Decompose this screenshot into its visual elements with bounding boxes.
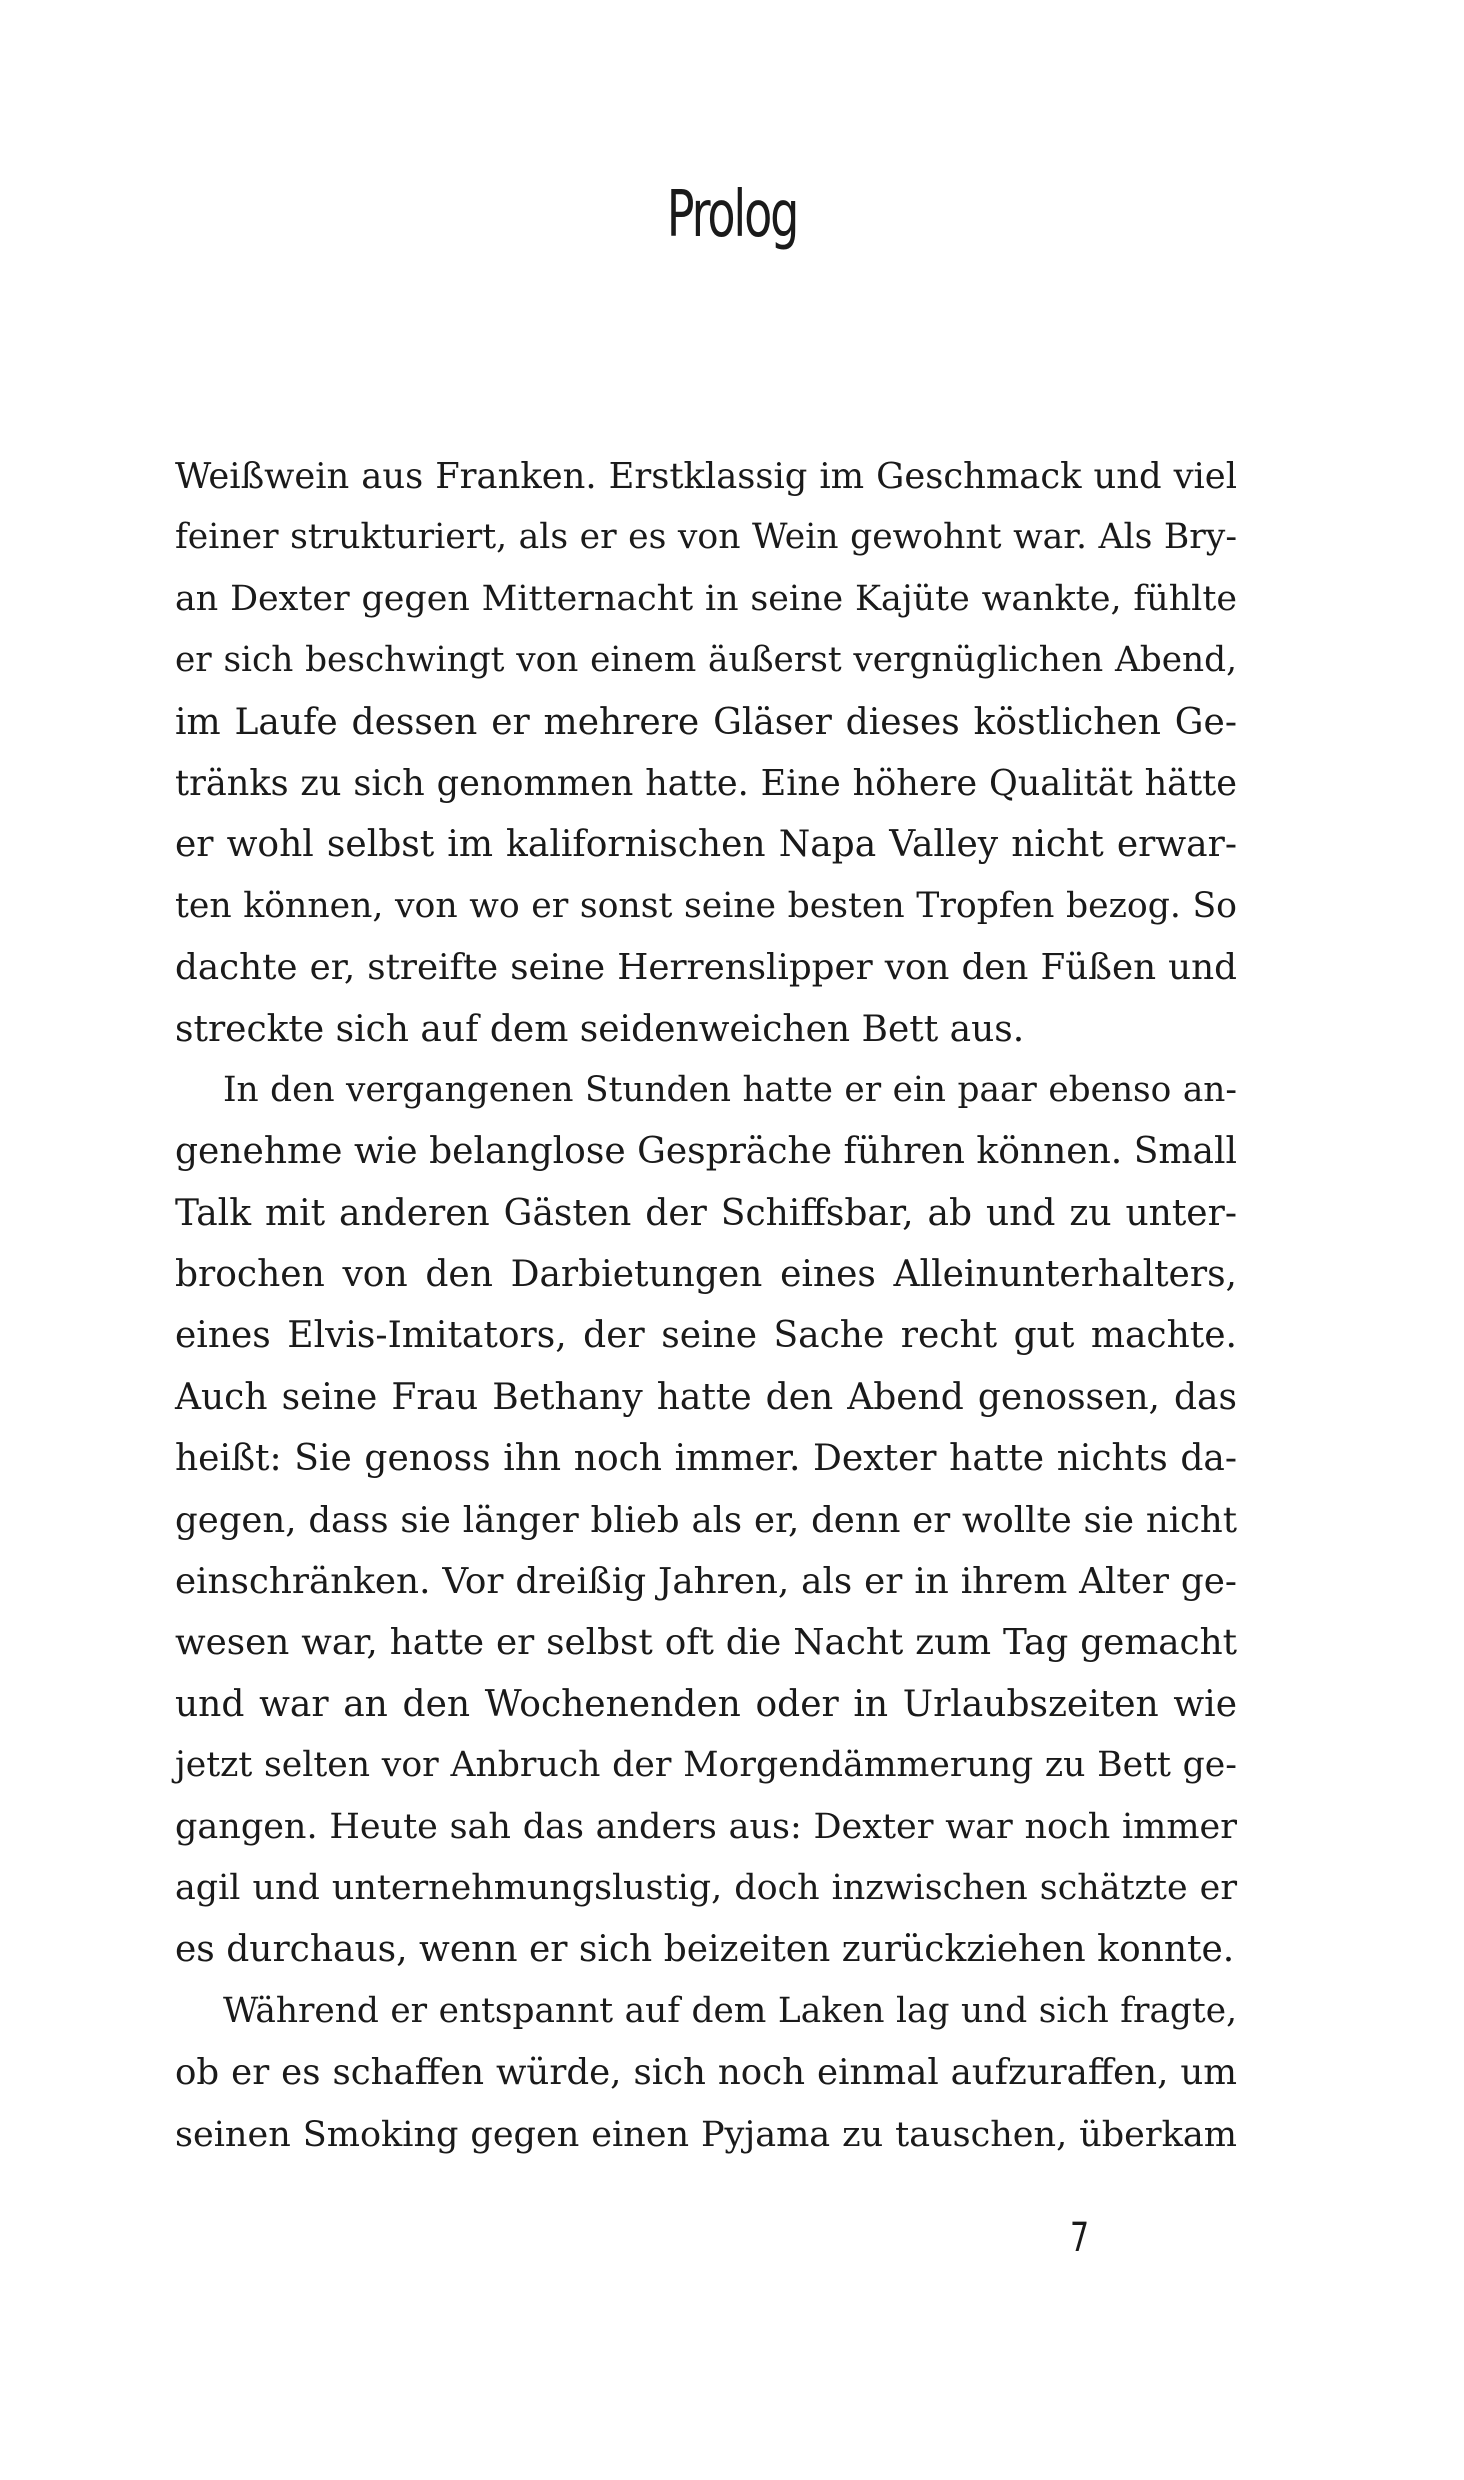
text-line: dachte er, streifte seine Herrenslipper von den Füßen und <box>175 947 1237 989</box>
text-line: jetzt selten vor Anbruch der Morgendämmerung zu Bett ge- <box>175 1745 1237 1786</box>
text-line: es durchaus, wenn er sich beizeiten zurückziehen konnte. <box>175 1929 1235 1971</box>
text-line: Während er entspannt auf dem Laken lag und sich fragte, <box>223 1990 1237 2031</box>
text-line: ten können, von wo er sonst seine besten Tropfen bezog. So <box>175 885 1237 926</box>
paragraph <box>175 1060 1237 1981</box>
text-line: feiner strukturiert, als er es von Wein gewohnt war. Als Bry- <box>175 517 1237 558</box>
text-line: Weißwein aus Franken. Erstklassig im Geschmack und viel <box>175 456 1237 497</box>
text-line: er wohl selbst im kalifornischen Napa Valley nicht erwar- <box>175 824 1237 866</box>
text-line: seinen Smoking gegen einen Pyjama zu tauschen, überkam <box>175 2113 1237 2155</box>
text-line: heißt: Sie genoss ihn noch immer. Dexter hatte nichts da- <box>175 1438 1237 1480</box>
text-line: er sich beschwingt von einem äußerst vergnüglichen Abend, <box>175 640 1237 681</box>
text-line: Auch seine Frau Bethany hatte den Abend genossen, das <box>175 1376 1237 1418</box>
text-line: agil und unternehmungslustig, doch inzwischen schätzte er <box>175 1867 1237 1908</box>
text-line: an Dexter gegen Mitternacht in seine Kajüte wankte, fühlte <box>175 578 1237 619</box>
text-line: gegen, dass sie länger blieb als er, denn er wollte sie nicht <box>175 1499 1237 1541</box>
text-line: tränks zu sich genommen hatte. Eine höhere Qualität hätte <box>175 762 1237 804</box>
chapter-title: Prolog <box>666 178 798 252</box>
text-line: einschränken. Vor dreißig Jahren, als er in ihrem Alter ge- <box>175 1561 1237 1603</box>
paragraph <box>175 446 1237 1060</box>
text-line: brochen von den Darbietungen eines Alleinunterhalters, <box>175 1254 1237 1296</box>
text-line: ob er es schaffen würde, sich noch einmal aufzuraffen, um <box>175 2052 1237 2094</box>
body-text <box>175 446 1237 2165</box>
text-line: Talk mit anderen Gästen der Schiffsbar, ab und zu unter- <box>175 1192 1237 1234</box>
text-line: wesen war, hatte er selbst oft die Nacht zum Tag gemacht <box>175 1622 1237 1664</box>
text-line: eines Elvis-Imitators, der seine Sache recht gut machte. <box>175 1315 1237 1357</box>
text-line: streckte sich auf dem seidenweichen Bett aus. <box>175 1008 1025 1050</box>
text-line: im Laufe dessen er mehrere Gläser dieses köstlichen Ge- <box>175 701 1237 743</box>
text-line: und war an den Wochenenden oder in Urlaubszeiten wie <box>175 1683 1237 1725</box>
paragraph <box>175 1981 1237 2165</box>
text-line: In den vergangenen Stunden hatte er ein paar ebenso an- <box>223 1069 1237 1110</box>
text-line: gangen. Heute sah das anders aus: Dexter war noch immer <box>175 1806 1237 1847</box>
page-number: 7 <box>1070 2215 1090 2261</box>
text-line: genehme wie belanglose Gespräche führen können. Small <box>175 1131 1237 1173</box>
